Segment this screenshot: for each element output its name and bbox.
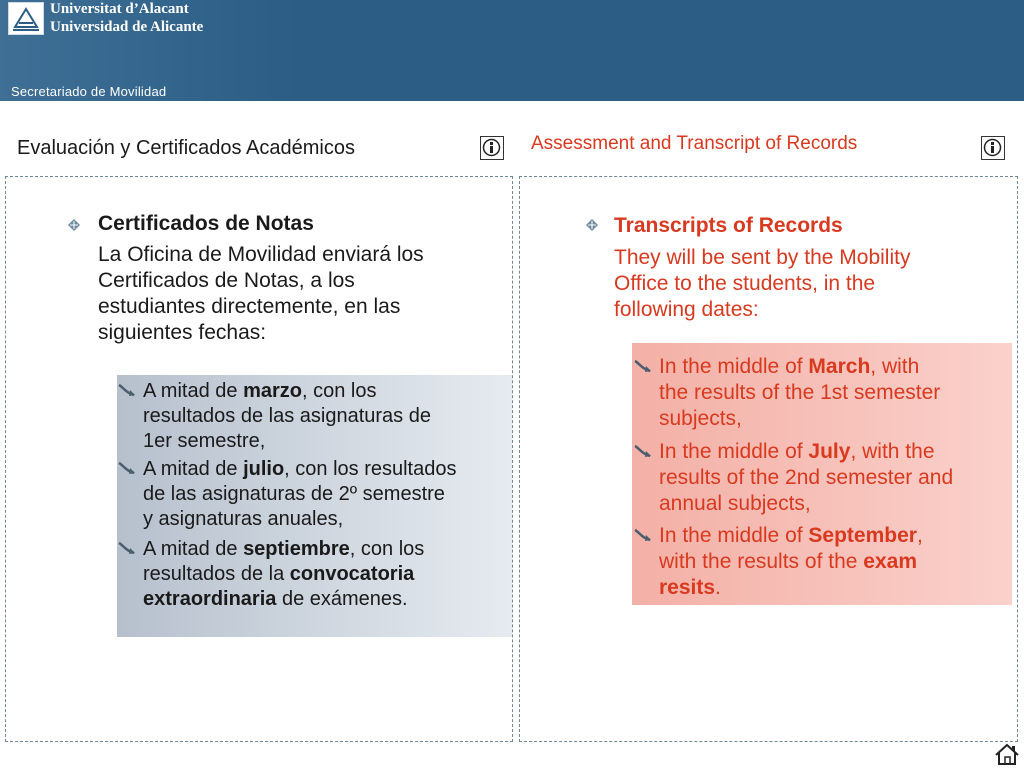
arrow-bullet-icon <box>118 383 136 397</box>
arrow-bullet-icon <box>634 359 652 373</box>
bold-text: resits <box>659 576 716 599</box>
university-name-catalan: Universitat d’Alacant <box>50 1 189 17</box>
text: de las asignaturas de 2º semestre <box>143 483 445 505</box>
text: , with <box>870 355 920 378</box>
right-date-item-line <box>659 491 1009 517</box>
bold-text: marzo <box>243 380 302 402</box>
text: A mitad de <box>143 538 244 560</box>
text: with the results of the <box>659 550 864 573</box>
left-date-item-line <box>143 537 508 562</box>
left-date-item-line <box>143 562 508 587</box>
bold-text: exam <box>863 550 917 573</box>
text: , con los resultados <box>284 458 457 480</box>
right-date-item <box>659 439 1009 517</box>
left-paragraph-line: La Oficina de Movilidad enviará los <box>98 243 424 266</box>
left-date-item-line <box>143 457 508 482</box>
bold-text: July <box>808 440 851 463</box>
text: resultados de la <box>143 563 290 585</box>
text: annual subjects, <box>659 492 811 515</box>
section-name: Secretariado de Movilidad <box>11 84 167 99</box>
text: subjects, <box>659 407 742 430</box>
diamond-bullet-icon <box>68 219 80 231</box>
right-date-item-line <box>659 549 1009 575</box>
right-paragraph-line: They will be sent by the Mobility <box>614 246 911 269</box>
header-bar <box>0 0 1024 101</box>
right-date-item-line <box>659 354 1009 380</box>
university-name-spanish: Universidad de Alicante <box>50 19 204 35</box>
right-date-item <box>659 354 1009 432</box>
left-date-item-line <box>143 482 508 507</box>
info-icon[interactable] <box>981 136 1005 160</box>
text: A mitad de <box>143 380 244 402</box>
left-paragraph-line: Certificados de Notas, a los <box>98 269 355 292</box>
arrow-bullet-icon <box>118 541 136 555</box>
left-date-item <box>143 457 508 532</box>
right-title: Assessment and Transcript of Records <box>531 133 858 154</box>
left-date-item-line <box>143 587 508 612</box>
right-date-item-line <box>659 406 1009 432</box>
left-date-item <box>143 379 508 454</box>
diamond-bullet-icon <box>586 219 598 231</box>
bold-text: extraordinaria <box>143 588 277 610</box>
text: In the middle of <box>659 355 809 378</box>
text: A mitad de <box>143 458 244 480</box>
bold-text: septiembre <box>243 538 350 560</box>
text: 1er semestre, <box>143 430 266 452</box>
info-icon[interactable] <box>480 136 504 160</box>
text: resultados de las asignaturas de <box>143 405 431 427</box>
text: , with the <box>850 440 935 463</box>
right-paragraph-line: Office to the students, in the <box>614 272 876 295</box>
arrow-bullet-icon <box>634 528 652 542</box>
text: , con los <box>349 538 425 560</box>
arrow-bullet-icon <box>634 444 652 458</box>
home-icon[interactable] <box>994 743 1020 766</box>
right-paragraph-line: following dates: <box>614 298 759 321</box>
right-date-item-line <box>659 439 1009 465</box>
left-heading: Certificados de Notas <box>98 212 314 235</box>
left-title: Evaluación y Certificados Académicos <box>17 137 355 159</box>
text: the results of the 1st semester <box>659 381 941 404</box>
right-date-item-line <box>659 380 1009 406</box>
university-logo-icon <box>8 2 44 35</box>
right-date-item <box>659 523 1009 601</box>
right-heading: Transcripts of Records <box>614 214 843 237</box>
text: In the middle of <box>659 524 809 547</box>
left-date-item-line <box>143 379 508 404</box>
left-date-item-line <box>143 404 508 429</box>
text: . <box>715 576 721 599</box>
right-date-item-line <box>659 523 1009 549</box>
arrow-bullet-icon <box>118 461 136 475</box>
text: de exámenes. <box>276 588 408 610</box>
bold-text: julio <box>243 458 285 480</box>
right-date-item-line <box>659 575 1009 601</box>
left-date-item <box>143 537 508 612</box>
left-date-item-line <box>143 507 508 532</box>
text: In the middle of <box>659 440 809 463</box>
left-paragraph-line: estudiantes directemente, en las <box>98 295 401 318</box>
bold-text: September <box>808 524 917 547</box>
left-date-item-line <box>143 429 508 454</box>
text: results of the 2nd semester and <box>659 466 954 489</box>
left-paragraph-line: siguientes fechas: <box>98 321 267 344</box>
bold-text: March <box>808 355 871 378</box>
text: , con los <box>301 380 377 402</box>
text: y asignaturas anuales, <box>143 508 344 530</box>
text: , <box>916 524 923 547</box>
right-date-item-line <box>659 465 1009 491</box>
bold-text: convocatoria <box>289 563 415 585</box>
